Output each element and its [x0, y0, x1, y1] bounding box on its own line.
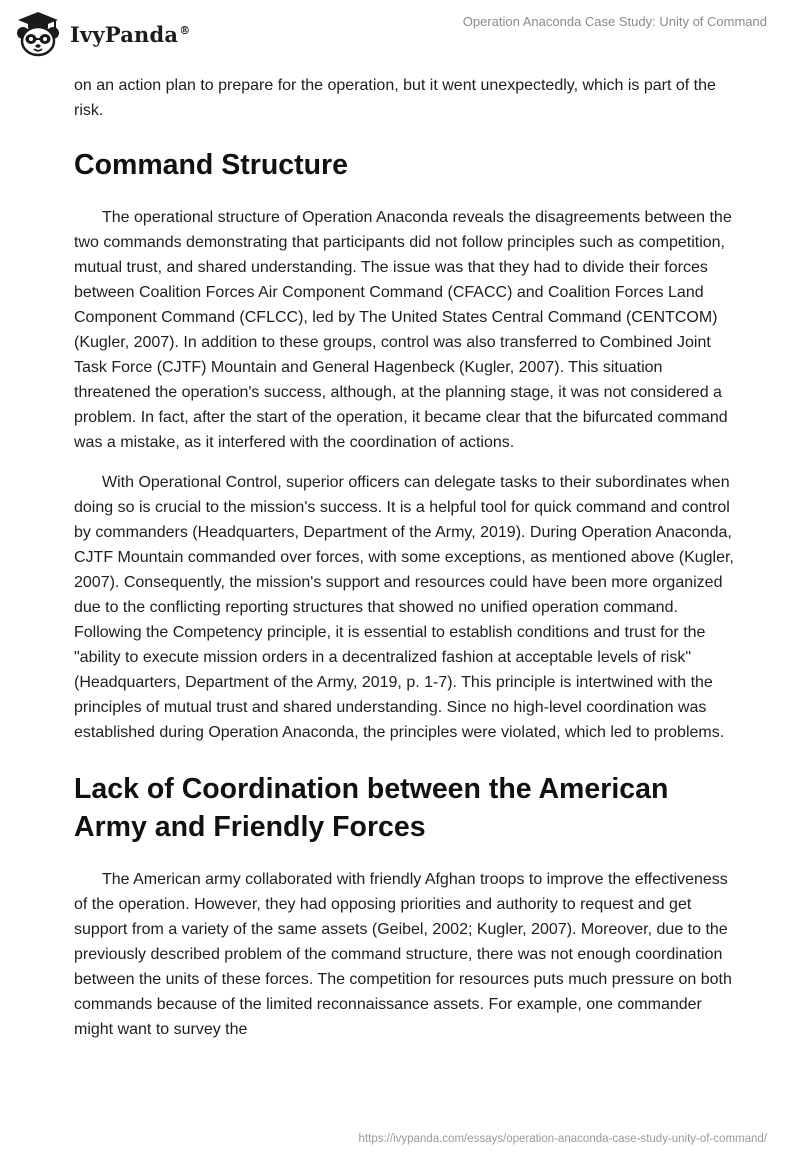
coordination-paragraph-1: The American army collaborated with friendly Afghan troops to improve the effectiveness of the operation. However, they had opposing priorities and authority to request and get support from a variety of the same assets (Geibel, 2002; Kugler, 2007). Moreover, due to the previously described problem of the command structure, there was not enough coordination between the units of these forces. The competition for resources puts much pressure on both commands because of the limited reconnaissance assets. For example, one commander might want to survey the [74, 871, 732, 1038]
section-heading-lack-of-coordination: Lack of Coordination between the American Army and Friendly Forces [74, 773, 669, 843]
source-url-link[interactable]: https://ivypanda.com/essays/operation-anaconda-case-study-unity-of-command/ [358, 1133, 767, 1145]
intro-paragraph: on an action plan to prepare for the operation, but it went unexpectedly, which is part of the risk. [74, 77, 716, 119]
brand-logo[interactable] [14, 10, 190, 58]
command-structure-paragraph-1: The operational structure of Operation Anaconda reveals the disagreements between the two commands demonstrating that participants did not follow principles such as competition, mutual trust, and shared understanding. The issue was that they had to divide their forces between Coalition Forces Air Component Command (CFACC) and Coalition Forces Land Component Command (CFLCC), led by The United States Central Command (CENTCOM) (Kugler, 2007). In addition to these groups, control was also transferred to Combined Joint Task Force (CJTF) Mountain and General Hagenbeck (Kugler, 2007). This situation threatened the operation's success, although, at the planning stage, it was not considered a problem. In fact, after the start of the operation, it became clear that the bifurcated command was a mistake, as it interfered with the coordination of actions. [74, 209, 732, 451]
command-structure-paragraph-2: With Operational Control, superior officers can delegate tasks to their subordinates when doing so is crucial to the mission's success. It is a helpful tool for quick command and control by commanders (Headquarters, Department of the Army, 2019). During Operation Anaconda, CJTF Mountain commanded over forces, with some exceptions, as mentioned above (Kugler, 2007). Consequently, the mission's support and resources could have been more organized due to the conflicting reporting structures that showed no unified operation command. Following the Competency principle, it is essential to establish conditions and trust for the "ability to execute mission orders in a decentralized fashion at acceptable levels of risk" (Headquarters, Department of the Army, 2019, p. 1-7). This principle is intertwined with the principles of mutual trust and shared understanding. Since no high-level coordination was established during Operation Anaconda, the principles were violated, which led to problems. [74, 474, 734, 741]
document-title: Operation Anaconda Case Study: Unity of Command [462, 14, 767, 29]
essay-content [74, 73, 734, 1042]
page-header [0, 0, 800, 64]
brand-name [70, 22, 190, 47]
section-heading-command-structure: Command Structure [74, 149, 348, 181]
brand-name-text: IvyPanda [70, 21, 179, 47]
registered-mark: ® [179, 23, 191, 37]
panda-logo-icon [14, 10, 62, 58]
